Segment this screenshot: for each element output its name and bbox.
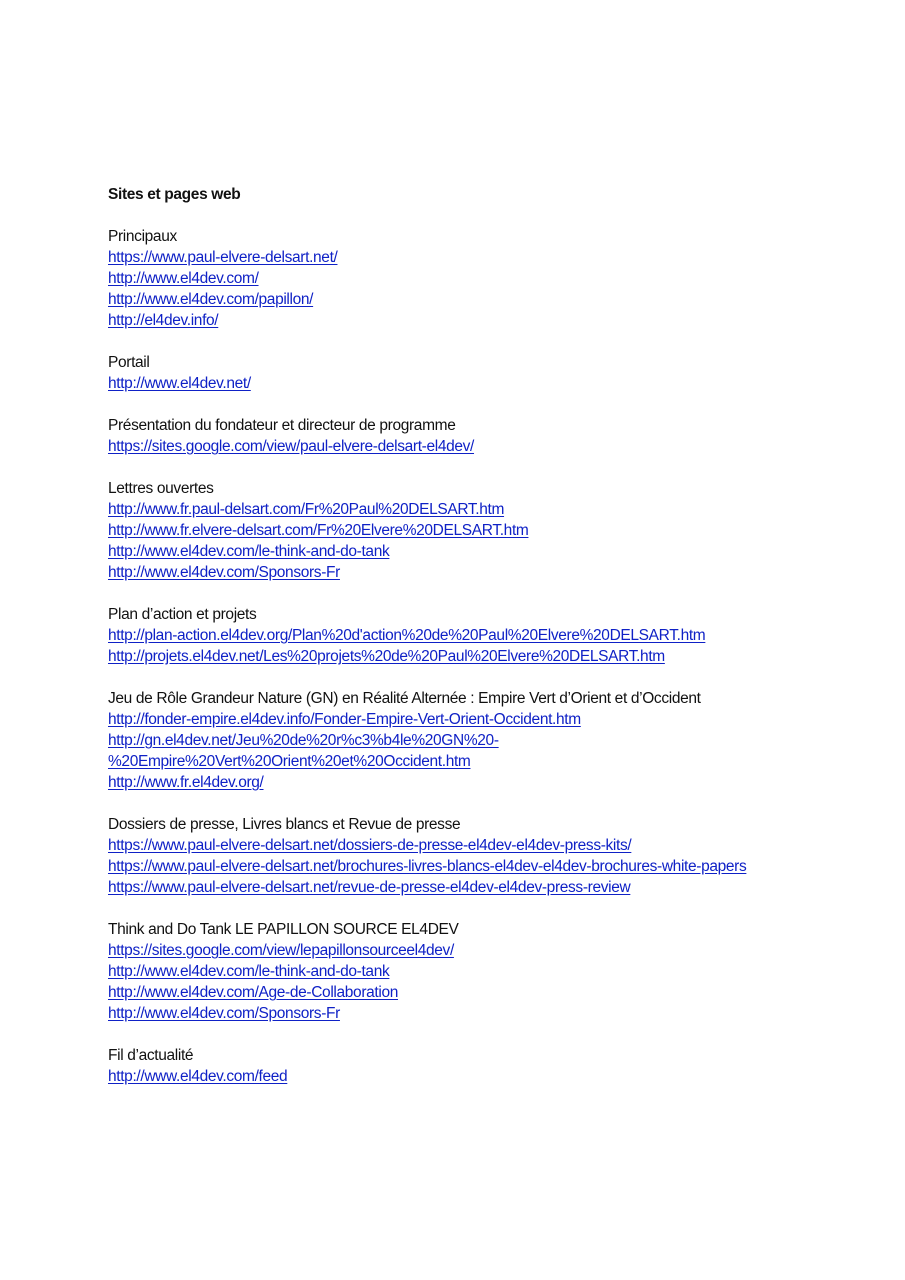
section-dossiers-presse (108, 814, 888, 898)
section-heading: Lettres ouvertes (108, 480, 214, 497)
link[interactable]: https://sites.google.com/view/lepapillonsourceel4dev/ (108, 942, 454, 959)
page-title: Sites et pages web (108, 186, 241, 203)
section-fil-actualite (108, 1045, 888, 1087)
section-jeu-de-role (108, 688, 888, 793)
link[interactable]: http://el4dev.info/ (108, 312, 219, 329)
link[interactable]: http://www.el4dev.com/Age-de-Collaboration (108, 984, 399, 1001)
section-portail (108, 352, 888, 394)
link[interactable]: http://www.el4dev.com/Sponsors-Fr (108, 564, 340, 581)
link[interactable]: http://www.fr.paul-delsart.com/Fr%20Paul%20DELSART.htm (108, 501, 505, 518)
section-heading: Jeu de Rôle Grandeur Nature (GN) en Réalité Alternée : Empire Vert d’Orient et d’Occident (108, 690, 701, 707)
link[interactable]: http://www.fr.el4dev.org/ (108, 774, 264, 791)
link[interactable]: http://www.el4dev.com/papillon/ (108, 291, 314, 308)
section-heading: Portail (108, 354, 150, 371)
link[interactable]: https://www.paul-elvere-delsart.net/dossiers-de-presse-el4dev-el4dev-press-kits/ (108, 837, 632, 854)
link[interactable]: https://www.paul-elvere-delsart.net/revue-de-presse-el4dev-el4dev-press-review (108, 879, 631, 896)
link[interactable]: http://www.el4dev.com/Sponsors-Fr (108, 1005, 340, 1022)
section-think-and-do-tank (108, 919, 888, 1024)
link[interactable]: %20Empire%20Vert%20Orient%20et%20Occident.htm (108, 753, 471, 770)
section-heading: Fil d’actualité (108, 1047, 194, 1064)
section-principaux (108, 226, 888, 331)
link[interactable]: http://www.el4dev.net/ (108, 375, 251, 392)
link[interactable]: http://www.el4dev.com/feed (108, 1068, 288, 1085)
section-heading: Principaux (108, 228, 177, 245)
section-heading: Présentation du fondateur et directeur de programme (108, 417, 456, 434)
section-plan-action (108, 604, 888, 667)
section-heading: Plan d’action et projets (108, 606, 257, 623)
link[interactable]: http://www.el4dev.com/le-think-and-do-tank (108, 963, 390, 980)
link[interactable]: http://www.el4dev.com/ (108, 270, 259, 287)
link[interactable]: http://www.el4dev.com/le-think-and-do-tank (108, 543, 390, 560)
section-lettres-ouvertes (108, 478, 888, 583)
link[interactable]: https://sites.google.com/view/paul-elvere-delsart-el4dev/ (108, 438, 475, 455)
link[interactable]: http://fonder-empire.el4dev.info/Fonder-Empire-Vert-Orient-Occident.htm (108, 711, 581, 728)
section-heading: Think and Do Tank LE PAPILLON SOURCE EL4DEV (108, 921, 459, 938)
link[interactable]: http://plan-action.el4dev.org/Plan%20d'action%20de%20Paul%20Elvere%20DELSART.htm (108, 627, 706, 644)
link[interactable]: http://www.fr.elvere-delsart.com/Fr%20Elvere%20DELSART.htm (108, 522, 529, 539)
link[interactable]: http://gn.el4dev.net/Jeu%20de%20r%c3%b4le%20GN%20- (108, 732, 499, 749)
section-heading: Dossiers de presse, Livres blancs et Revue de presse (108, 816, 461, 833)
section-presentation (108, 415, 888, 457)
link[interactable]: https://www.paul-elvere-delsart.net/brochures-livres-blancs-el4dev-el4dev-brochures-white-papers (108, 858, 747, 875)
document-content (108, 184, 888, 1108)
link[interactable]: http://projets.el4dev.net/Les%20projets%20de%20Paul%20Elvere%20DELSART.htm (108, 648, 665, 665)
link[interactable]: https://www.paul-elvere-delsart.net/ (108, 249, 338, 266)
